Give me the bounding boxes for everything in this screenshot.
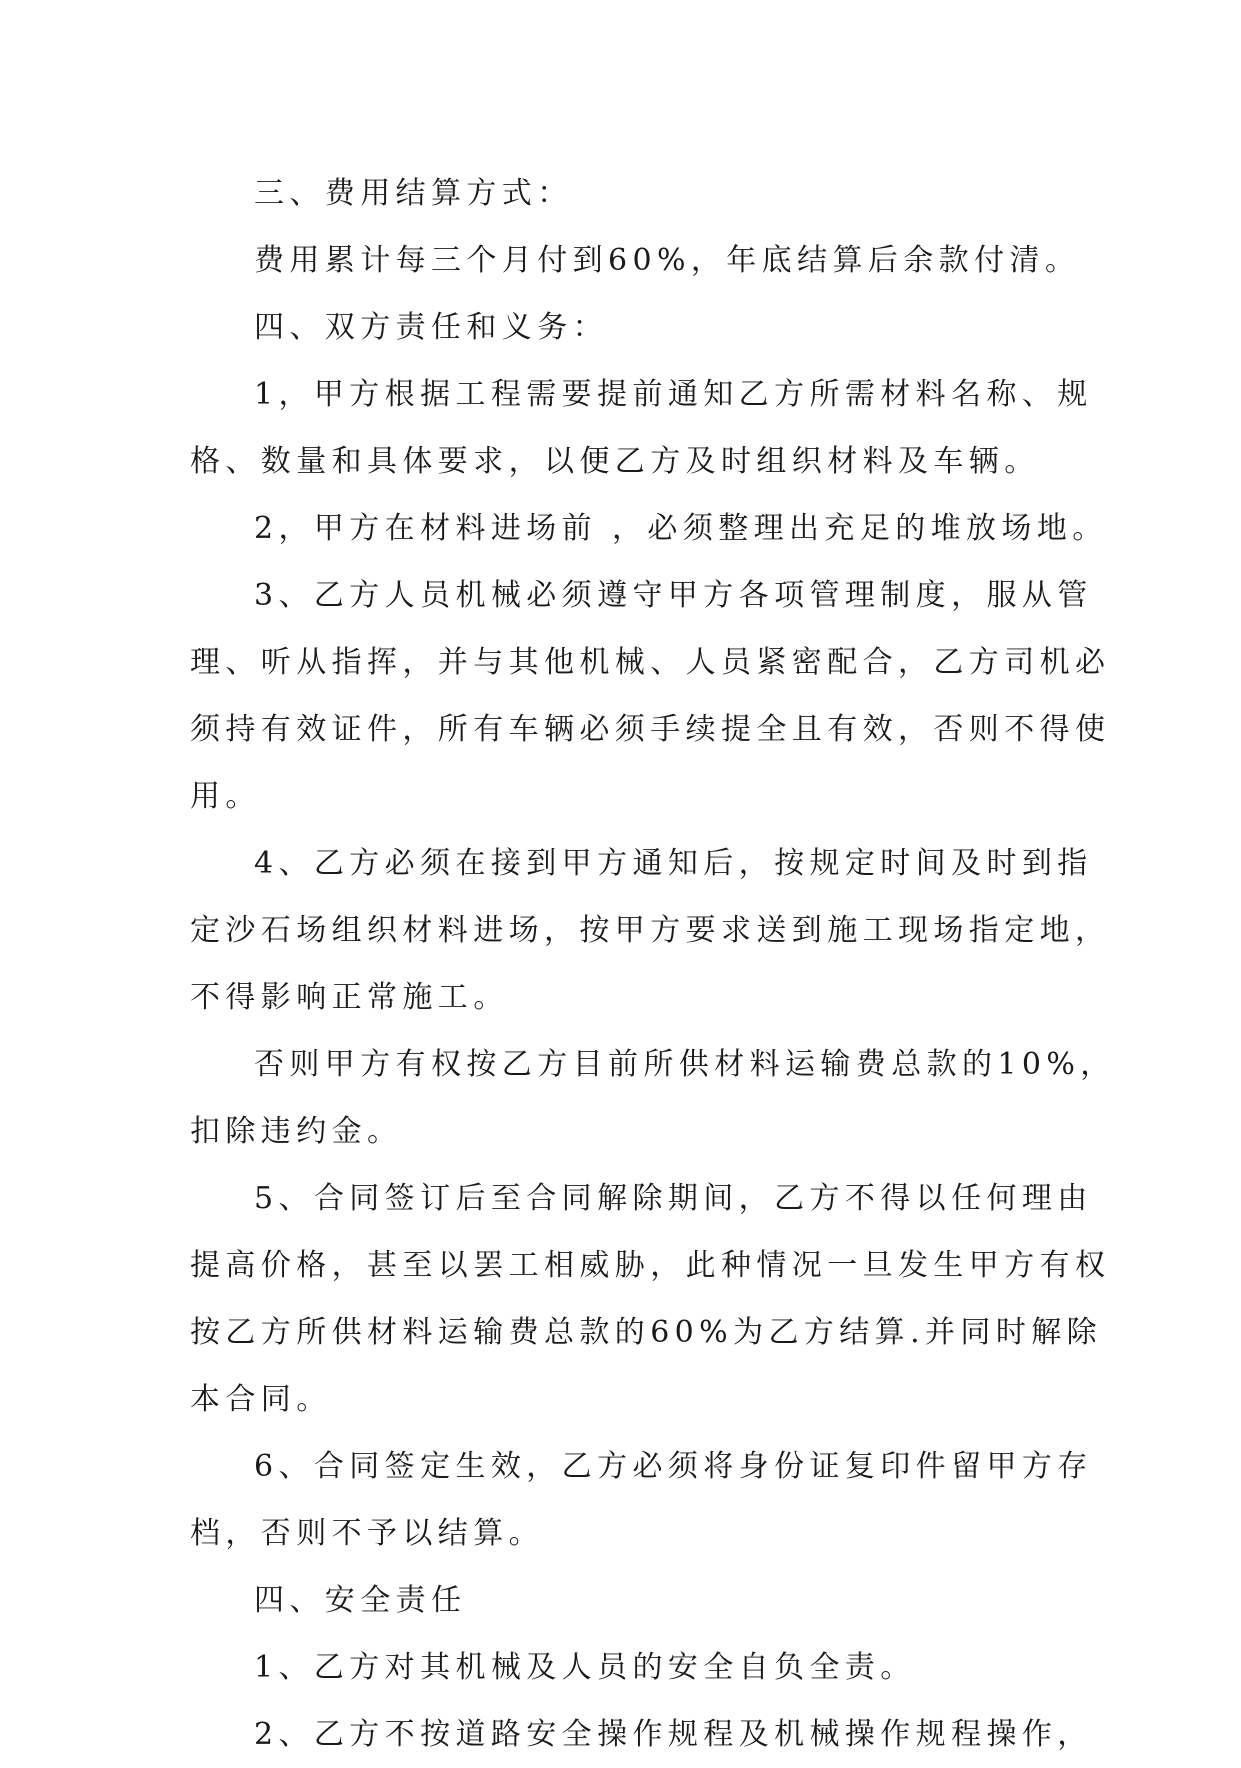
paragraph-line: 须持有效证件，所有车辆必须手续提全且有效，否则不得使 [190,712,1111,747]
paragraph-line: 2，甲方在材料进场前 ，必须整理出充足的堆放场地。 [254,511,1108,546]
paragraph-line: 档，否则不予以结算。 [190,1516,544,1551]
paragraph-line: 理、听从指挥，并与其他机械、人员紧密配合，乙方司机必 [190,645,1111,680]
paragraph-line: 6、合同签定生效，乙方必须将身份证复印件留甲方存 [254,1449,1093,1484]
paragraph-line: 用。 [190,779,261,814]
paragraph-line: 按乙方所供材料运输费总款的60%为乙方结算.并同时解除 [190,1315,1103,1350]
paragraph-line: 提高价格，甚至以罢工相威胁，此种情况一旦发生甲方有权 [190,1248,1111,1283]
paragraph-line: 1，甲方根据工程需要提前通知乙方所需材料名称、规 [254,377,1093,412]
paragraph-line: 1、乙方对其机械及人员的安全自负全责。 [254,1650,916,1685]
paragraph-line: 否则甲方有权按乙方目前所供材料运输费总款的10%， [254,1047,1116,1082]
paragraph-line: 格、数量和具体要求，以便乙方及时组织材料及车辆。 [190,444,1040,479]
paragraph-line: 2、乙方不按道路安全操作规程及机械操作规程操作， [254,1717,1093,1752]
paragraph-line: 5、合同签订后至合同解除期间，乙方不得以任何理由 [254,1181,1093,1216]
paragraph-line: 本合同。 [190,1382,332,1417]
section-heading-settlement: 三、费用结算方式： [254,176,573,211]
paragraph-line: 扣除违约金。 [190,1114,403,1149]
section-heading-safety: 四、安全责任 [254,1583,467,1618]
paragraph-line: 3、乙方人员机械必须遵守甲方各项管理制度，服从管 [254,578,1093,613]
paragraph-line: 费用累计每三个月付到60%，年底结算后余款付清。 [254,243,1081,278]
paragraph-line: 4、乙方必须在接到甲方通知后，按规定时间及时到指 [254,846,1093,881]
paragraph-line: 不得影响正常施工。 [190,980,509,1015]
paragraph-line: 定沙石场组织材料进场，按甲方要求送到施工现场指定地， [190,913,1111,948]
document-body [190,160,1116,1768]
section-heading-responsibilities: 四、双方责任和义务： [254,310,608,345]
